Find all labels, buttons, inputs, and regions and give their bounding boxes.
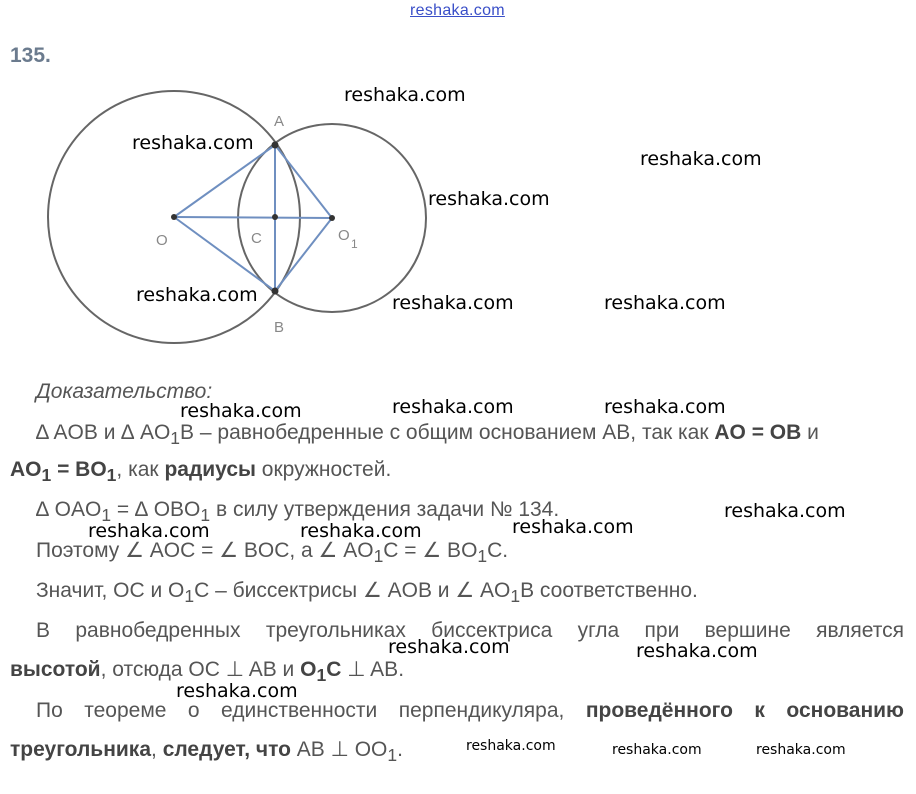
segment-o1b xyxy=(275,218,332,291)
watermark: reshaka.com xyxy=(724,500,846,522)
watermark: reshaka.com xyxy=(88,520,210,542)
label-o1: O xyxy=(338,227,350,244)
point-c xyxy=(272,214,278,220)
watermark: reshaka.com xyxy=(428,188,550,210)
watermark: reshaka.com xyxy=(636,640,758,662)
watermark: reshaka.com xyxy=(136,284,258,306)
segment-ob xyxy=(174,217,275,291)
watermark: reshaka.com xyxy=(512,516,634,538)
watermark: reshaka.com xyxy=(392,396,514,418)
watermark: reshaka.com xyxy=(180,400,302,422)
watermark: reshaka.com xyxy=(300,520,422,542)
watermark: reshaka.com xyxy=(612,742,702,758)
watermark: reshaka.com xyxy=(640,148,762,170)
proof-line-3: ∆ $OAO_1$ = ∆ $OBO_1$ в силу утверждения задачи № 134. xyxy=(36,498,560,526)
point-o1 xyxy=(329,215,335,221)
watermark: reshaka.com xyxy=(392,292,514,314)
watermark: reshaka.com xyxy=(344,84,466,106)
proof-line-8: По теореме о единственности перпендикуляра, проведённого к основанию xyxy=(36,699,904,722)
proof-line-9: треугольника, следует, что AB ⊥ $OO_1$. xyxy=(10,738,403,766)
point-o xyxy=(171,214,177,220)
label-a: A xyxy=(274,113,285,130)
segment-oo1 xyxy=(174,217,332,218)
proof-line-2: $AO_1 = BO_1$, как радиусы окружностей. xyxy=(10,458,392,486)
watermark: reshaka.com xyxy=(604,396,726,418)
point-a xyxy=(272,142,279,149)
proof-line-1: ∆ AOB и ∆ $AO_1B$ – равнобедренные с общим основанием AB, так как AO = OB и xyxy=(36,421,819,449)
label-c: C xyxy=(251,230,262,247)
proof-line-5: Значит, OC и $O_1C$ – биссектрисы ∠ AOB и ∠ $AO_1B$ соответственно. xyxy=(36,579,698,607)
segment-o1a xyxy=(275,145,332,218)
proof-line-6: В равнобедренных треугольниках биссектриса угла при вершине является xyxy=(36,619,904,642)
proof-line-4: Поэтому ∠ AOC = ∠ BOC, а ∠ $AO_1C$ = ∠ $BO_1C$. xyxy=(36,539,509,567)
watermark: reshaka.com xyxy=(756,742,846,758)
problem-number: 135. xyxy=(10,44,51,67)
segment-oa xyxy=(174,145,275,217)
label-b: B xyxy=(274,319,285,336)
proof-line-7: высотой, отсюда OC ⊥ AB и $O_1C$ ⊥ AB. xyxy=(10,658,405,686)
watermark: reshaka.com xyxy=(132,132,254,154)
label-o1-sub: 1 xyxy=(351,237,358,251)
point-b xyxy=(272,288,279,295)
watermark: reshaka.com xyxy=(604,292,726,314)
watermark: reshaka.com xyxy=(466,738,556,754)
proof-heading: Доказательство: xyxy=(36,380,213,403)
watermark: reshaka.com xyxy=(176,680,298,702)
site-link[interactable]: reshaka.com xyxy=(410,2,505,19)
label-o: O xyxy=(156,232,168,249)
watermark: reshaka.com xyxy=(388,636,510,658)
